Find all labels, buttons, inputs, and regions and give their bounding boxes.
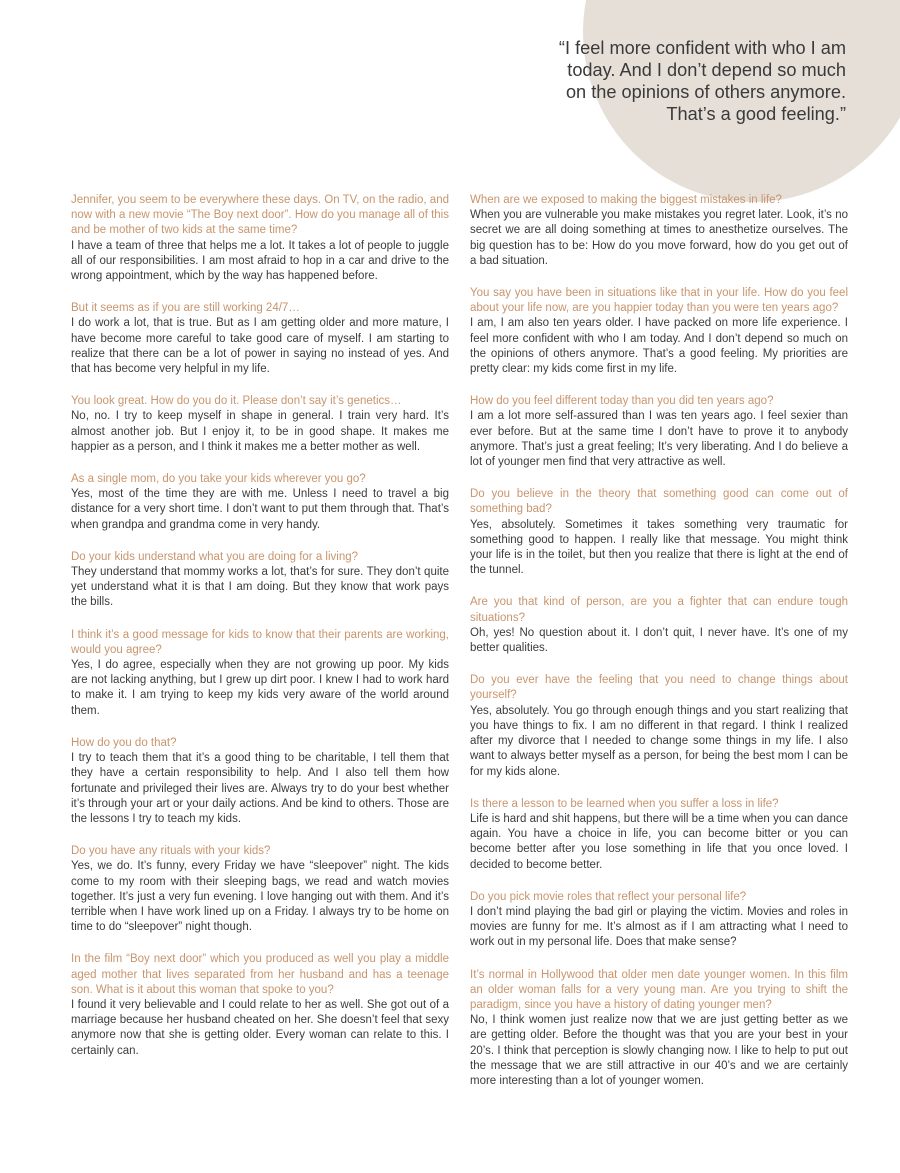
answer: No, I think women just realize now that we are just getting better as we are getting older. Before the thought was that you are your best in your 20’s. I think that perception is slowly changing now. I like to help to put out the message that we are still attractive in our 40’s and we are certainly more interesting than a lot of younger women. (470, 1014, 848, 1087)
left-column (71, 193, 449, 1076)
question: Are you that kind of person, are you a fighter that can endure tough situations? (470, 596, 848, 624)
question: Is there a lesson to be learned when you suffer a loss in life? (470, 797, 779, 810)
answer: I try to teach them that it’s a good thing to be charitable, I tell them that they have a certain responsibility to help. And I also tell them how fortunate and privileged their lives are. Always try to do your best whether it’s through your art or your daily actions. And be kind to others. Those are the lessons I try to teach my kids. (71, 752, 449, 825)
qa-block (470, 673, 848, 779)
answer: They understand that mommy works a lot, that’s for sure. They don’t quite yet understand what it is that I am doing. But they know that work pays the bills. (71, 566, 449, 609)
qa-block (470, 394, 848, 470)
answer: Yes, we do. It’s funny, every Friday we have “sleepover” night. The kids come to my room with their sleeping bags, we read and watch movies together. It’s just a very fun evening. I love hanging out with them. And it’s terrible when I have work lined up on a Friday. I always try to be home on time to do “sleepover” night though. (71, 860, 449, 934)
answer: Oh, yes! No question about it. I don’t quit, I never have. It’s one of my better qualities. (470, 626, 848, 655)
question: Do you ever have the feeling that you need to change things about yourself? (470, 674, 848, 702)
answer: When you are vulnerable you make mistakes you regret later. Look, it’s no secret we are all doing something at times to anesthetize ourselves. The big question has to be: How do you move forward, how do you get out of a bad situation. (470, 209, 848, 267)
answer: Yes, absolutely. You go through enough things and you start realizing that you have things to fix. I am no different in that regard. I think I realized after my divorce that I needed to change some things in my life. I also want to always better myself as a person, for being the best mom I can be for my kids alone. (470, 704, 848, 778)
question: You say you have been in situations like that in your life. How do you feel about your life now, are you happier today than you were ten years ago? (470, 287, 848, 315)
answer: Yes, absolutely. Sometimes it takes something very traumatic for something good to happen. I really like that message. You might think your life is in the toilet, but then you realize that there is light at the end of the tunnel. (470, 518, 848, 577)
qa-block (71, 193, 449, 284)
qa-block (71, 844, 449, 935)
question: You look great. How do you do it. Please don’t say it’s genetics… (71, 395, 402, 408)
answer: I do work a lot, that is true. But as I am getting older and more mature, I have become more careful to take good care of myself. I am starting to realize that there can be a lot of power in saying no instead of yes. And that has become very helpful in my life. (71, 317, 449, 376)
answer: I am a lot more self-assured than I was ten years ago. I feel sexier than ever before. But at the same time I don’t have to prove it to anybody anymore. That’s just a great feeling; It’s very liberating. And I do believe a lot of younger men find that very attractive as well. (470, 410, 848, 469)
qa-block (470, 890, 848, 951)
question: Do you believe in the theory that something good can come out of something bad? (470, 488, 848, 516)
question: In the film “Boy next door” which you produced as well you play a middle aged mother that lives separated from her husband and has a teenage son. What is it about this woman that spoke to you? (71, 953, 449, 996)
question: How do you feel different today than you did ten years ago? (470, 395, 774, 408)
answer: I found it very believable and I could relate to her as well. She got out of a marriage because her husband cheated on her. She doesn’t feel that sexy anymore now that she is getting older. Every woman can relate to this. I certainly can. (71, 998, 449, 1057)
qa-block (470, 193, 848, 269)
question: Do you have any rituals with your kids? (71, 845, 271, 858)
answer: Yes, most of the time they are with me. Unless I need to travel a big distance for a very short time. I don’t want to put them through that. That’s when grandpa and grandma come in very handy. (71, 488, 449, 531)
right-column (470, 193, 848, 1106)
qa-block (71, 472, 449, 533)
question: Jennifer, you seem to be everywhere these days. On TV, on the radio, and now with a new movie “The Boy next door”. How do you manage all of this and be mother of two kids at the same time? (71, 194, 449, 237)
question: It’s normal in Hollywood that older men date younger women. In this film an older woman falls for a very young man. Are you trying to shift the paradigm, since you have a history of dating younger men? (470, 968, 848, 1011)
qa-block (71, 301, 449, 377)
qa-block (470, 797, 848, 873)
answer: Yes, I do agree, especially when they are not growing up poor. My kids are not lacking anything, but I grew up dirt poor. I knew I had to work hard to make it. I am trying to keep my kids very aware of the world around them. (71, 659, 449, 717)
question: But it seems as if you are still working 24/7… (71, 302, 300, 315)
qa-block (71, 628, 449, 719)
answer: I don’t mind playing the bad girl or playing the victim. Movies and roles in movies are funny for me. It’s almost as if I am attracting what I need to work out in my personal life. Does that make sense? (470, 905, 848, 949)
question: Do you pick movie roles that reflect your personal life? (470, 890, 747, 903)
qa-block (71, 952, 449, 1058)
qa-block (71, 394, 449, 455)
qa-block (470, 595, 848, 656)
question: When are we exposed to making the biggest mistakes in life? (470, 194, 782, 206)
qa-block (71, 550, 449, 611)
answer: I have a team of three that helps me a lot. It takes a lot of people to juggle all of our responsibilities. I am most afraid to hop in a car and drive to the wrong appointment, which by the way has happened before. (71, 239, 449, 283)
qa-block (470, 968, 848, 1090)
question: How do you do that? (71, 736, 177, 749)
question: Do your kids understand what you are doing for a living? (71, 550, 359, 563)
answer: Life is hard and shit happens, but there will be a time when you can dance again. You have a choice in life, you can become bitter or you can become better after you lose something in life that you once loved. I decided to become better. (470, 812, 848, 871)
answer: I am, I am also ten years older. I have packed on more life experience. I feel more confident with who I am today. And I don’t depend so much on the opinions of others anymore. That’s a good feeling. My priorities are pretty clear: my kids come first in my life. (470, 317, 848, 376)
pull-quote: “I feel more confident with who I am today. And I don’t depend so much on the opinions of others anymore. That’s a good feeling.” (558, 38, 846, 124)
question: As a single mom, do you take your kids wherever you go? (71, 473, 366, 486)
answer: No, no. I try to keep myself in shape in general. I train very hard. It’s almost another job. But I enjoy it, to be in good shape. It makes me happier as a person, and I think it makes me a better mother as well. (71, 410, 449, 453)
qa-block (470, 487, 848, 578)
question: I think it’s a good message for kids to know that their parents are working, would you agree? (71, 628, 449, 656)
qa-block (470, 286, 848, 377)
qa-block (71, 736, 449, 827)
